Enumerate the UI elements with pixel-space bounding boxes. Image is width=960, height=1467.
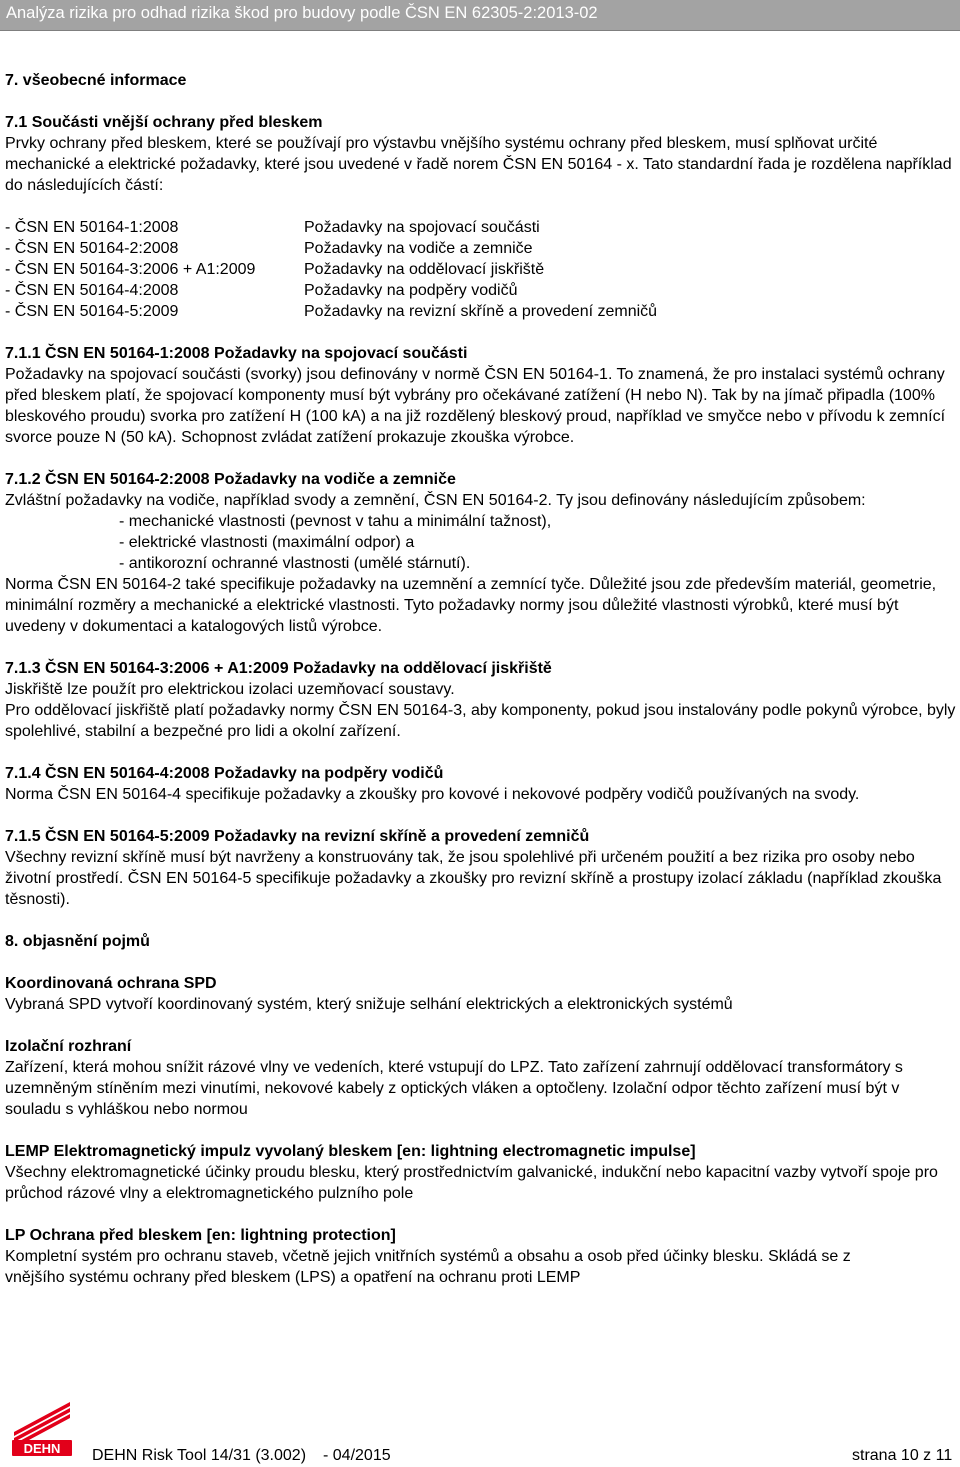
list-item: [5, 280, 957, 301]
logo-text: DEHN: [23, 1441, 61, 1456]
term-heading: Koordinovaná ochrana SPD: [5, 975, 217, 992]
list-item: - elektrické vlastnosti (maximální odpor) a: [119, 534, 415, 551]
section-7-1-3-line1: Jiskřiště lze použít pro elektrickou izolaci uzemňovací soustavy.: [5, 681, 455, 698]
document-title: Analýza rizika pro odhad rizika škod pro budovy podle ČSN EN 62305-2:2013-02: [6, 4, 598, 22]
term-heading: LP Ochrana před bleskem [en: lightning protection]: [5, 1227, 396, 1244]
section-7-1-5-heading: 7.1.5 ČSN EN 50164-5:2009 Požadavky na revizní skříně a provedení zemničů: [5, 828, 590, 845]
section-7-1-2-text: Norma ČSN EN 50164-2 také specifikuje požadavky na uzemnění a zemnící tyče. Důležité jsou zde především materiál, geometrie, minimální rozměry a mechanické a elektrické vlastnosti. Tyto požadavky normy jsou důležité vlastnosti výrobků, které musí být uvedeny v dokumentaci a katalogových listů výrobce.: [5, 576, 937, 635]
list-item: [5, 217, 957, 238]
standard-desc: Požadavky na oddělovací jiskřiště: [304, 261, 545, 278]
standard-desc: Požadavky na podpěry vodičů: [304, 282, 518, 299]
footer-tool: DEHN Risk Tool 14/31 (3.002): [92, 1447, 307, 1464]
section-7-1-3-heading: 7.1.3 ČSN EN 50164-3:2006 + A1:2009 Požadavky na oddělovací jiskřiště: [5, 660, 552, 677]
standard-code: - ČSN EN 50164-3:2006 + A1:2009: [5, 261, 256, 278]
term-definition: Všechny elektromagnetické účinky proudu blesku, který prostřednictvím galvanické, indukční nebo kapacitní vazby vytvoří spoje pro průchod rázové vlny a elektromagnetického pulzního pole: [5, 1164, 938, 1202]
dehn-logo-icon: [8, 1392, 76, 1460]
term-definition: Kompletní systém pro ochranu staveb, včetně jejich vnitřních systémů a obsahu a osob před účinky blesku. Skládá se z: [5, 1248, 851, 1265]
section-7-1-2-intro: Zvláštní požadavky na vodiče, například svody a zemnění, ČSN EN 50164-2. Ty jsou definovány následujícím způsobem:: [5, 492, 866, 509]
section-7-1-1-text: Požadavky na spojovací součásti (svorky) jsou definovány v normě ČSN EN 50164-1. To znamená, že pro instalaci systémů ochrany před bleskem platí, že spojovací komponenty musí být vybrány pro očekávané zatížení (H nebo N). Tak by na jímač připadla (100% bleskového proudu) svorka pro zatížení H (100 kA) a na již rozdělený bleskový proud, například ve smyčce nebo v přívodu k zemnící svorce pouze N (50 kA). Schopnost zvládat zatížení prokazuje zkouška výrobce.: [5, 366, 946, 446]
section-7-1-5-text: Všechny revizní skříně musí být navrženy a konstruovány tak, že jsou spolehlivé při určeném použití a bez rizika pro osoby nebo životní prostředí. ČSN EN 50164-5 specifikuje požadavky a zkoušky pro revizní skříně a prostupy izolací základu (například zkouška těsnosti).: [5, 849, 942, 908]
term-definition: Zařízení, která mohou snížit rázové vlny ve vedeních, které vstupují do LPZ. Tato zařízení zahrnují oddělovací transformátory s uzemněným stíněním mezi vinutími, nekovové kabely z optických vláken a optočleny. Izolační odpor těchto zařízení musí být v souladu s vyhláškou nebo normou: [5, 1059, 903, 1118]
term-heading: Izolační rozhraní: [5, 1038, 132, 1055]
standard-code: - ČSN EN 50164-4:2008: [5, 282, 179, 299]
list-item: - mechanické vlastnosti (pevnost v tahu a minimální tažnost),: [119, 513, 552, 530]
list-item: - antikorozní ochranné vlastnosti (umělé stárnutí).: [119, 555, 471, 572]
section-7-1-3-line2: Pro oddělovací jiskřiště platí požadavky normy ČSN EN 50164-3, aby komponenty, pokud jsou instalovány podle pokynů výrobce, byly spolehlivé, stabilní a bezpečné pro lidi a okolní zařízení.: [5, 702, 956, 740]
standard-desc: Požadavky na revizní skříně a provedení zemničů: [304, 303, 658, 320]
section-7-1-4-text: Norma ČSN EN 50164-4 specifikuje požadavky a zkoušky pro kovové i nekovové podpěry vodičů používaných na svody.: [5, 786, 860, 803]
term-definition: Vybraná SPD vytvoří koordinovaný systém, který snižuje selhání elektrických a elektronických systémů: [5, 996, 733, 1013]
standard-desc: Požadavky na spojovací součásti: [304, 219, 540, 236]
section-7-1-heading: 7.1 Součásti vnější ochrany před bleskem: [5, 114, 323, 131]
standard-code: - ČSN EN 50164-5:2009: [5, 303, 179, 320]
footer-date: - 04/2015: [323, 1447, 391, 1464]
list-item: [5, 238, 957, 259]
list-item: [5, 259, 957, 280]
document-body: [5, 70, 957, 1288]
term-definition-continued: vnějšího systému ochrany před bleskem (LPS) a opatření na ochranu proti LEMP: [5, 1269, 581, 1286]
term-heading: LEMP Elektromagnetický impulz vyvolaný bleskem [en: lightning electromagnetic impulse]: [5, 1143, 696, 1160]
page-number: strana 10 z 11: [852, 1447, 953, 1464]
page-header: [0, 0, 960, 31]
section-8-heading: 8. objasnění pojmů: [5, 933, 150, 950]
list-item: [5, 301, 957, 322]
standard-code: - ČSN EN 50164-2:2008: [5, 240, 179, 257]
standard-desc: Požadavky na vodiče a zemniče: [304, 240, 533, 257]
section-7-1-intro: Prvky ochrany před bleskem, které se používají pro výstavbu vnějšího systému ochrany před bleskem, musí splňovat určité mechanické a elektrické požadavky, které jsou uvedené v řadě norem ČSN EN 50164 - x. Tato standardní řada je rozdělena například do následujících částí:: [5, 135, 952, 194]
section-7-1-1-heading: 7.1.1 ČSN EN 50164-1:2008 Požadavky na spojovací součásti: [5, 345, 468, 362]
section-7-1-2-heading: 7.1.2 ČSN EN 50164-2:2008 Požadavky na vodiče a zemniče: [5, 471, 456, 488]
standards-list: [5, 217, 957, 322]
standard-code: - ČSN EN 50164-1:2008: [5, 219, 179, 236]
section-7-1-4-heading: 7.1.4 ČSN EN 50164-4:2008 Požadavky na podpěry vodičů: [5, 765, 444, 782]
section-7-heading: 7. všeobecné informace: [5, 72, 187, 89]
